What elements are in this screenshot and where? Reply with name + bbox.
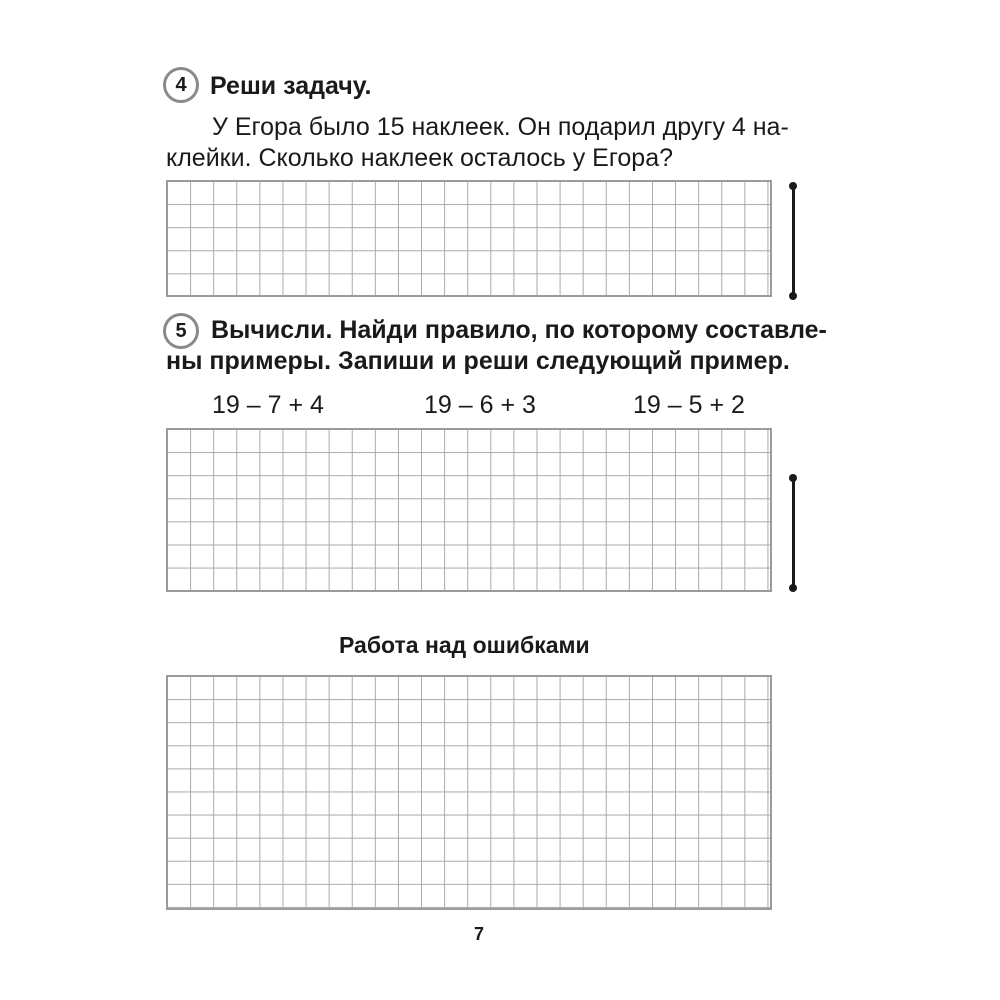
task-5-bracket-bottom-dot bbox=[789, 584, 797, 592]
task-4-answer-grid[interactable] bbox=[166, 180, 772, 297]
task-4-margin-bracket bbox=[792, 186, 795, 296]
task-5-number: 5 bbox=[175, 319, 187, 342]
page-number: 7 bbox=[474, 924, 485, 944]
expression-3: 19 – 5 + 2 bbox=[633, 391, 745, 419]
task-4-text-line-1: У Егора было 15 наклеек. Он подарил другу 4 на- bbox=[212, 113, 789, 141]
task-5-bracket-top-dot bbox=[789, 474, 797, 482]
task-4-bracket-top-dot bbox=[789, 182, 797, 190]
errors-section-title: Работа над ошибками bbox=[339, 632, 590, 658]
task-4-text-line-2: клейки. Сколько наклеек осталось у Егора? bbox=[166, 144, 674, 172]
task-5-number-badge bbox=[163, 313, 199, 349]
task-5-text-line-2: ны примеры. Запиши и реши следующий пример. bbox=[166, 347, 790, 375]
expression-2: 19 – 6 + 3 bbox=[424, 391, 536, 419]
task-4-title: Реши задачу. bbox=[210, 72, 372, 100]
task-4-bracket-bottom-dot bbox=[789, 292, 797, 300]
task-4-number: 4 bbox=[175, 73, 187, 96]
task-5-text-line-1: Вычисли. Найди правило, по которому составле- bbox=[211, 316, 827, 344]
task-5-margin-bracket bbox=[792, 478, 795, 588]
task-4-number-badge bbox=[163, 67, 199, 103]
task-5-answer-grid[interactable] bbox=[166, 428, 772, 592]
expression-1: 19 – 7 + 4 bbox=[212, 391, 324, 419]
errors-answer-grid[interactable] bbox=[166, 675, 772, 910]
